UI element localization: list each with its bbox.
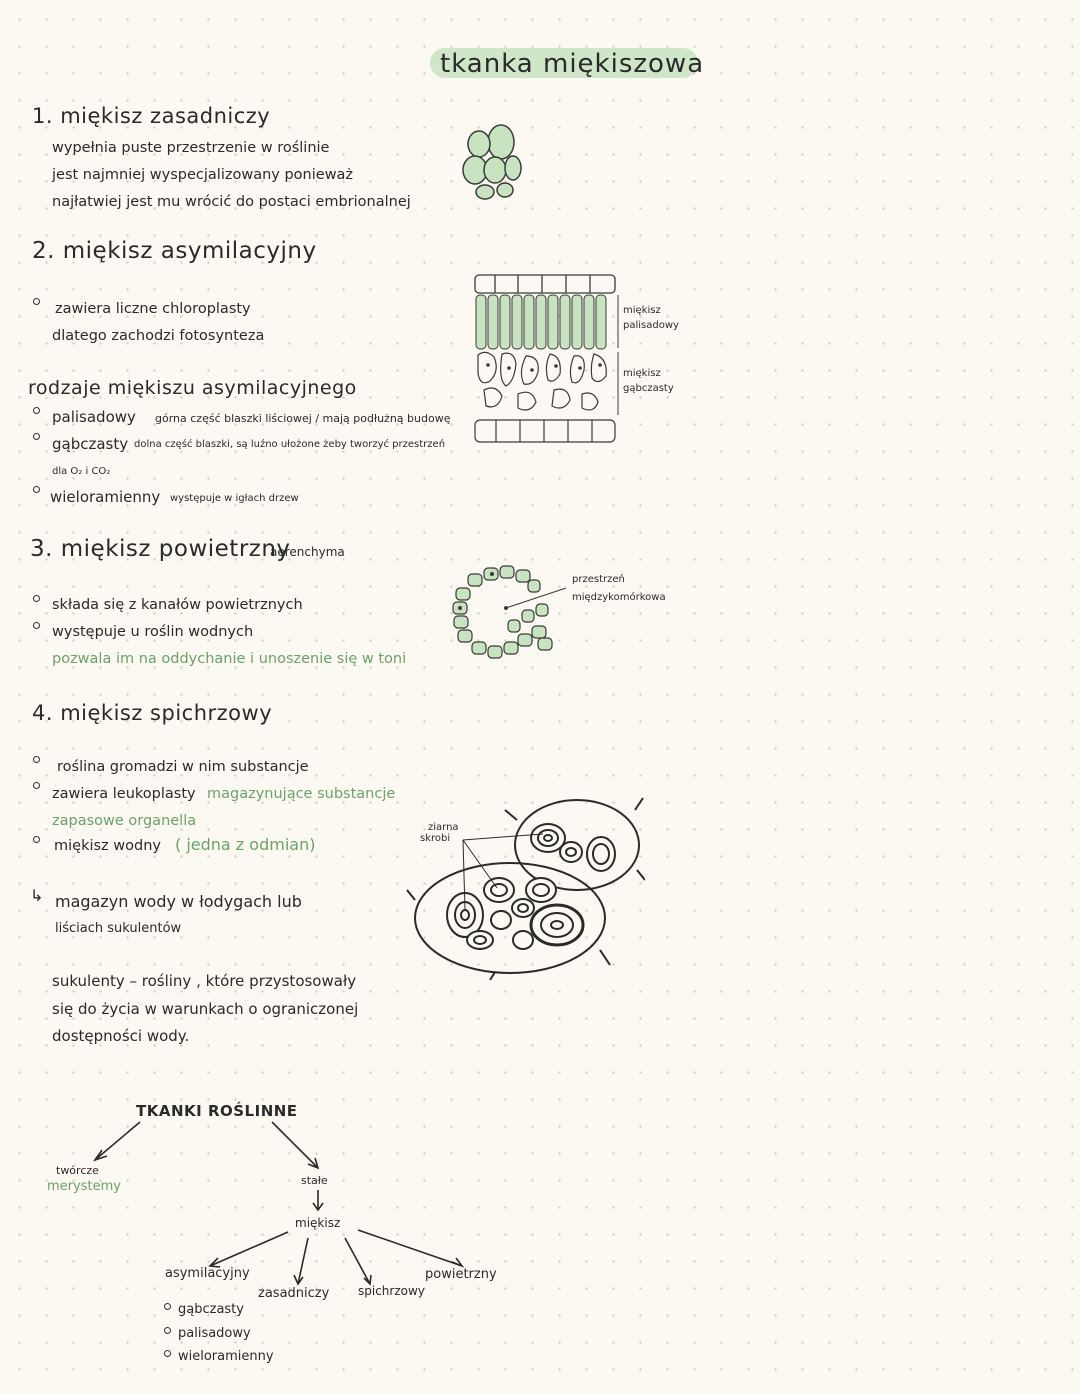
- tree-right: stałe: [301, 1174, 328, 1187]
- tree-sub-2: palisadowy: [178, 1326, 251, 1341]
- section-3-heading: 3. miękisz powietrzny: [30, 536, 291, 562]
- bullet: [33, 756, 40, 763]
- bullet: [33, 298, 40, 305]
- bullet: [33, 622, 40, 629]
- tree-child-asym: asymilacyjny: [165, 1266, 250, 1281]
- label-starch-2: skrobi: [420, 833, 451, 844]
- tree-child-storage: spichrzowy: [358, 1284, 425, 1298]
- s4-line-1: roślina gromadzi w nim substancje: [57, 759, 309, 775]
- type-palisade-desc: górna część blaszki liściowej / mają podłużną budowę: [155, 412, 451, 425]
- type-palisade-name: palisadowy: [52, 408, 136, 426]
- types-heading: rodzaje miękiszu asymilacyjnego: [28, 377, 357, 399]
- bullet: [33, 782, 40, 789]
- arrow-icon: ↳: [30, 886, 44, 905]
- section-4-heading: 4. miękisz spichrzowy: [32, 701, 273, 725]
- label-palisade-2: palisadowy: [623, 320, 679, 331]
- type-multiarm-desc: występuje w igłach drzew: [170, 493, 299, 504]
- tree-child-air: powietrzny: [425, 1267, 497, 1282]
- label-starch-1: ziarna: [428, 822, 459, 833]
- storage-parenchyma-drawing: [405, 790, 645, 980]
- bullet: [33, 433, 40, 440]
- section-1-heading: 1. miękisz zasadniczy: [32, 104, 271, 128]
- section-2-heading: 2. miękisz asymilacyjny: [32, 238, 317, 264]
- s4-line-4-black: miękisz wodny: [54, 838, 161, 854]
- bullet: [164, 1327, 171, 1334]
- tree-left: twórcze: [56, 1164, 99, 1177]
- s3-green-line: pozwala im na oddychanie i unoszenie się w toni: [52, 651, 407, 667]
- bullet: [164, 1350, 171, 1357]
- s2-line-1: zawiera liczne chloroplasty: [55, 301, 251, 317]
- label-intercellular-2: międzykomórkowa: [572, 592, 666, 603]
- succulent-def-3: dostępności wody.: [52, 1027, 190, 1045]
- tree-mid: miękisz: [295, 1216, 341, 1230]
- label-palisade-1: miękisz: [623, 305, 661, 316]
- label-spongy-2: gąbczasty: [623, 383, 674, 394]
- s1-line-1: wypełnia puste przestrzenie w roślinie: [52, 140, 330, 156]
- s4-line-3-green: zapasowe organella: [52, 813, 197, 829]
- label-spongy-1: miękisz: [623, 368, 661, 379]
- s4-line-2-black: zawiera leukoplasty: [52, 786, 196, 802]
- tree-left-green: merystemy: [47, 1179, 121, 1194]
- type-spongy-name: gąbczasty: [52, 435, 129, 453]
- bullet: [33, 836, 40, 843]
- bullet: [33, 595, 40, 602]
- leaf-cross-section-drawing: [470, 270, 620, 455]
- s4-arrow-line-2: liściach sukulentów: [55, 921, 182, 936]
- bullet: [33, 407, 40, 414]
- tree-child-basic: zasadniczy: [258, 1286, 330, 1301]
- page-title: tkanka miękiszowa: [440, 49, 705, 79]
- s4-line-2-green: magazynujące substancje: [207, 786, 396, 802]
- type-multiarm-name: wieloramienny: [50, 488, 161, 506]
- s4-line-4-green: ( jedna z odmian): [175, 835, 316, 854]
- aerenchyma-drawing: [448, 560, 568, 665]
- tree-root: TKANKI ROŚLINNE: [136, 1102, 298, 1120]
- bullet: [33, 486, 40, 493]
- s3-line-1: składa się z kanałów powietrznych: [52, 597, 303, 613]
- aerenchyma-label: aerenchyma: [270, 545, 345, 559]
- succulent-def-2: się do życia w warunkach o ograniczonej: [52, 1000, 359, 1018]
- label-intercellular-1: przestrzeń: [572, 574, 625, 585]
- bullet: [164, 1303, 171, 1310]
- type-spongy-desc: dolna część blaszki, są luźno ułożone żeby tworzyć przestrzeń: [134, 439, 446, 450]
- s3-line-2: występuje u roślin wodnych: [52, 624, 254, 640]
- s1-line-2: jest najmniej wyspecjalizowany ponieważ: [52, 167, 354, 183]
- parenchyma-cells-drawing: [455, 120, 525, 205]
- s4-arrow-line-1: magazyn wody w łodygach lub: [55, 892, 302, 911]
- s1-line-3: najłatwiej jest mu wrócić do postaci embrionalnej: [52, 194, 411, 210]
- tree-sub-3: wieloramienny: [178, 1349, 274, 1364]
- succulent-def-1: sukulenty – rośliny , które przystosowały: [52, 972, 357, 990]
- tree-sub-1: gąbczasty: [178, 1302, 244, 1317]
- type-spongy-desc-2: dla O₂ i CO₂: [52, 466, 111, 477]
- s2-line-2: dlatego zachodzi fotosynteza: [52, 328, 265, 344]
